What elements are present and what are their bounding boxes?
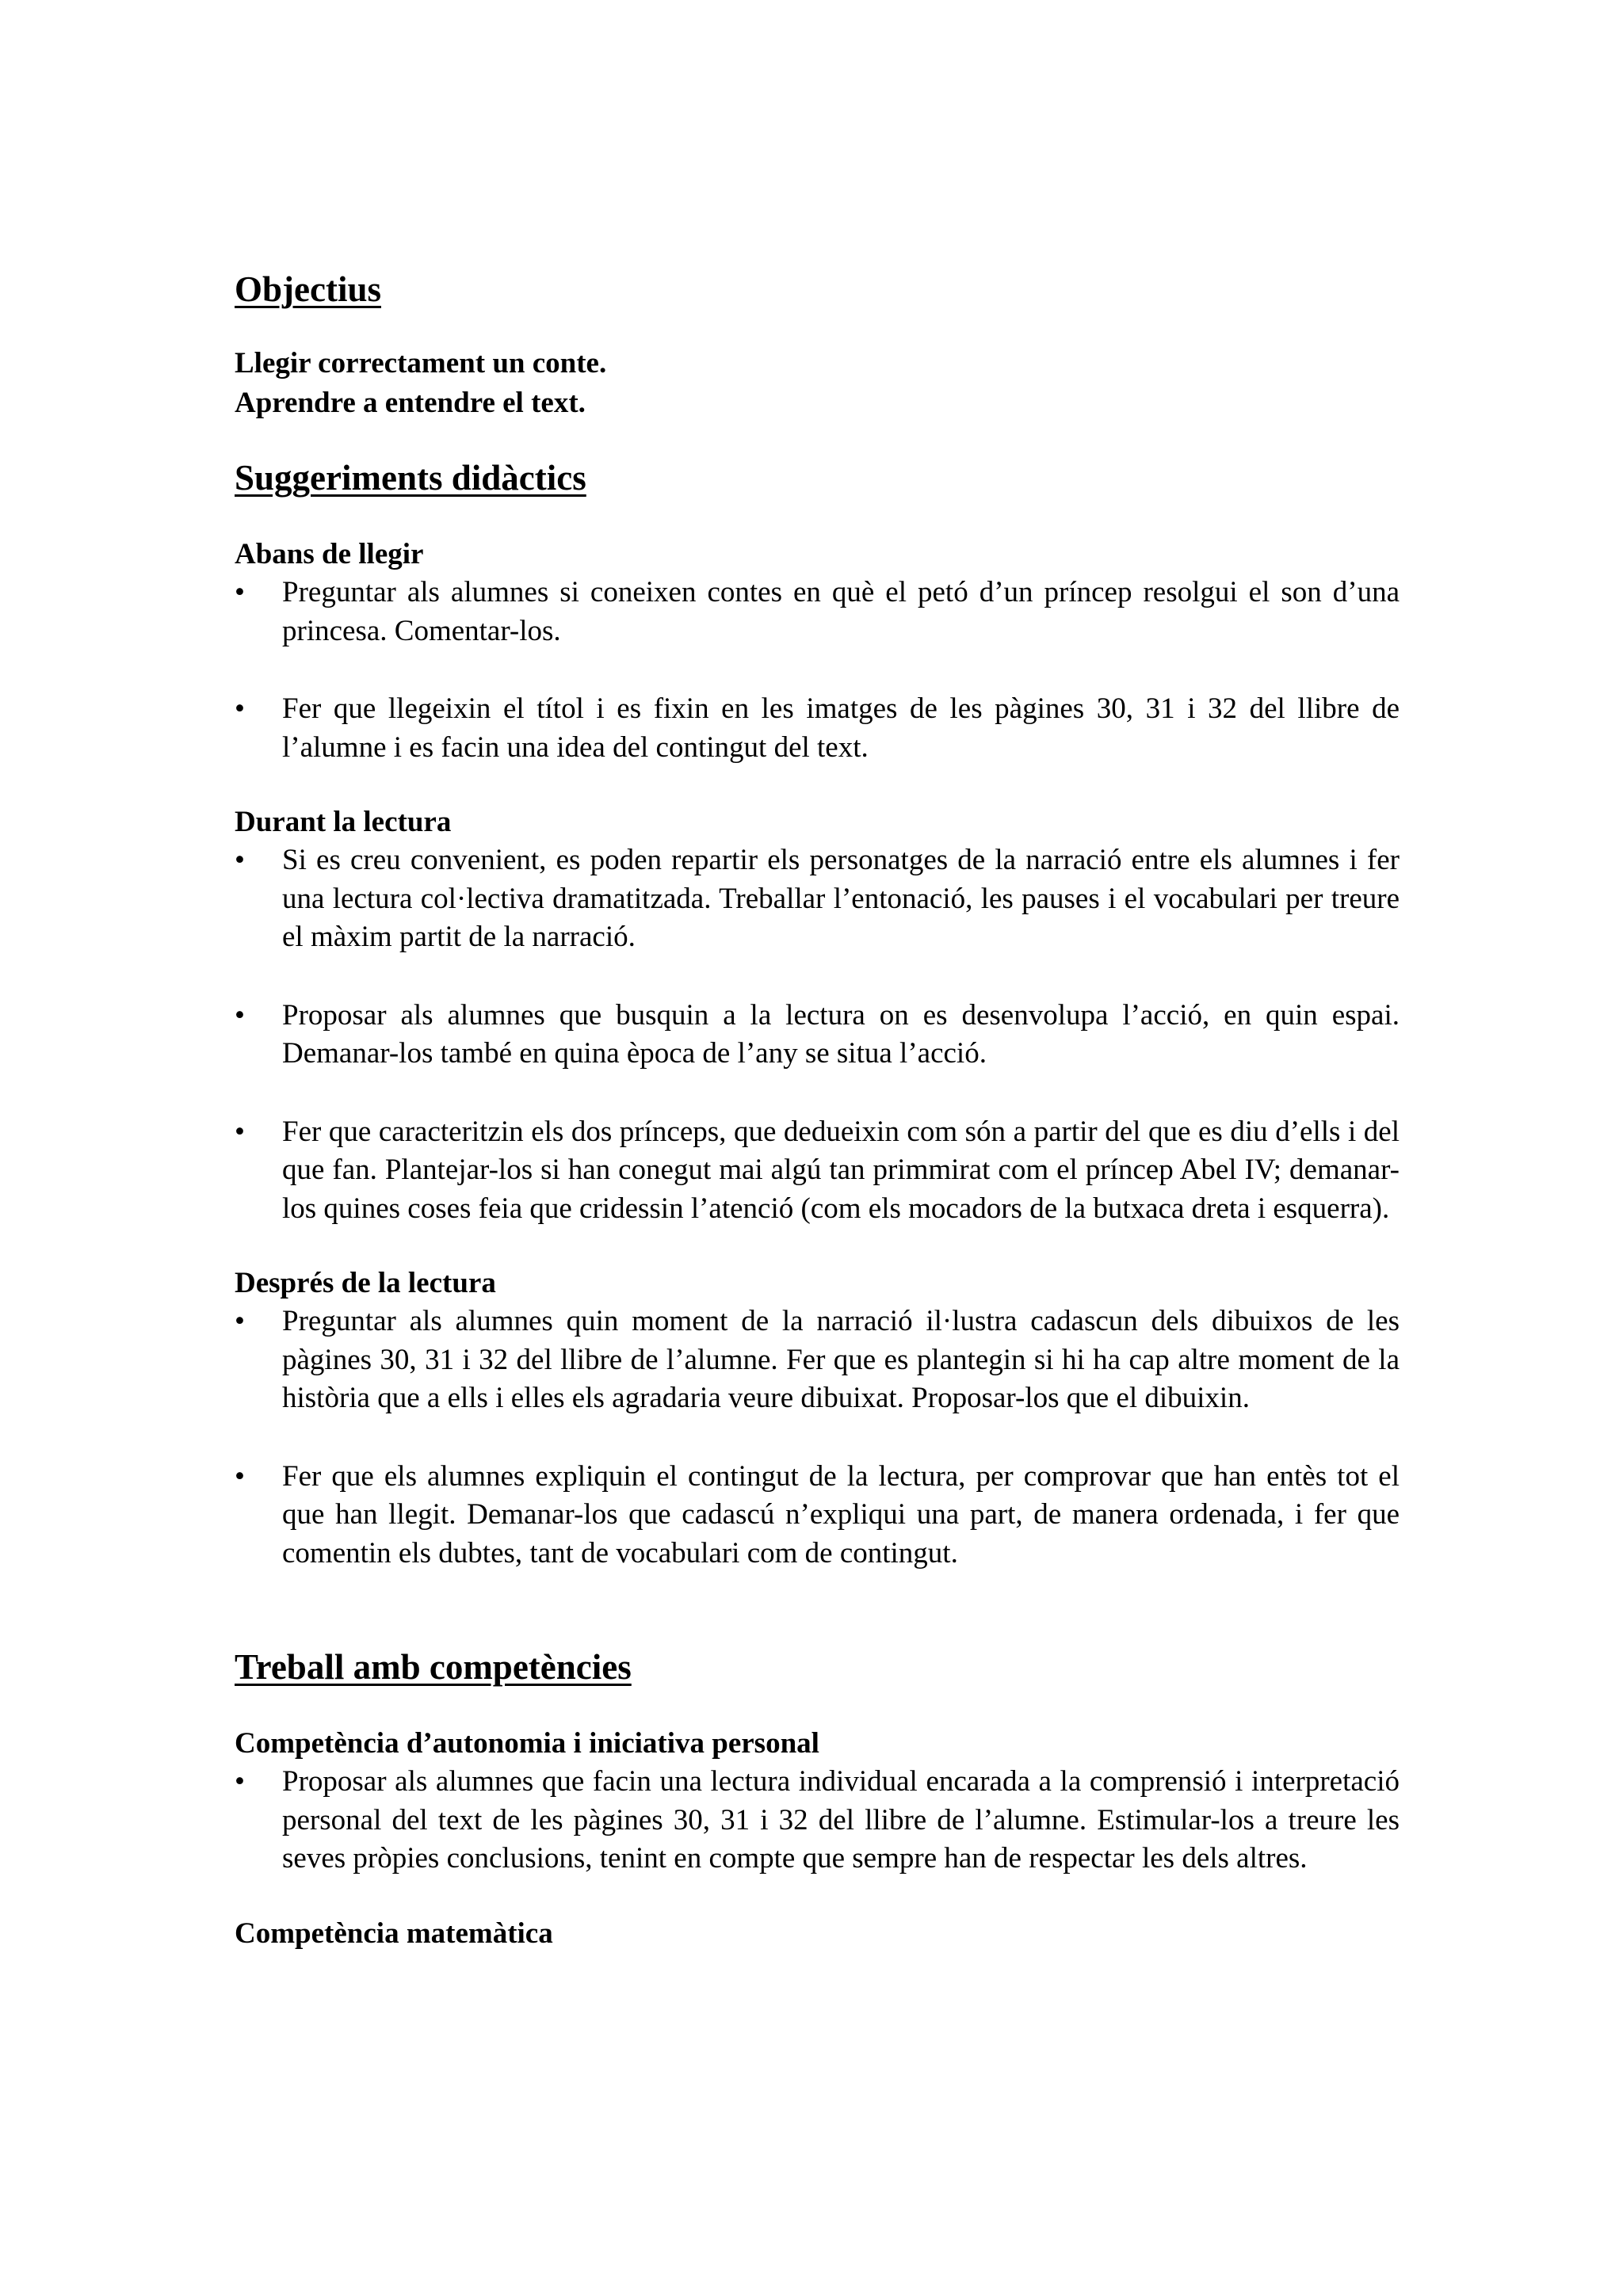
list-item-text: Fer que llegeixin el títol i es fixin en les imatges de les pàgines 30, 31 i 32 del llibre de l’alumne i es facin una idea del contingut del text. <box>282 692 1400 764</box>
list-item-text: Fer que els alumnes expliquin el contingut de la lectura, per comprovar que han entès tot el que han llegit. Demanar-los que cadascú n’expliqui una part, de manera ordenada, i fer que comentin els dubtes, tant de vocabulari com de contingut. <box>282 1459 1400 1569</box>
list-item <box>235 1458 1400 1573</box>
bullet-list-abans <box>235 574 1400 767</box>
list-item <box>235 690 1400 767</box>
bullet-icon: • <box>235 844 245 876</box>
section-title-treball: Treball amb competències <box>235 1647 632 1687</box>
list-item <box>235 997 1400 1074</box>
bullet-list-autonomia <box>235 1763 1400 1878</box>
bullet-icon: • <box>235 998 245 1032</box>
section-title-suggeriments: Suggeriments didàctics <box>235 458 586 498</box>
list-item <box>235 1113 1400 1229</box>
list-item-text: Proposar als alumnes que facin una lectura individual encarada a la comprensió i interpretació personal del text de les pàgines 30, 31 i 32 del llibre de l’alumne. Estimular-los a treure les seves pròpies conclusions, tenint en compte que sempre han de respectar les dels altres. <box>282 1765 1400 1875</box>
subheading-despres: Després de la lectura <box>235 1267 496 1299</box>
subheading-durant: Durant la lectura <box>235 806 452 838</box>
bullet-icon: • <box>235 1459 245 1493</box>
objective-item: Llegir correctament un conte. <box>235 347 607 379</box>
subheading-matematica: Competència matemàtica <box>235 1917 553 1950</box>
subheading-autonomia: Competència d’autonomia i iniciativa personal <box>235 1727 819 1760</box>
list-item <box>235 1302 1400 1418</box>
list-item <box>235 1763 1400 1878</box>
section-title-objectius: Objectius <box>235 269 381 309</box>
subheading-abans: Abans de llegir <box>235 538 424 570</box>
objective-item: Aprendre a entendre el text. <box>235 387 586 419</box>
list-item-text: Proposar als alumnes que busquin a la lectura on es desenvolupa l’acció, en quin espai. Demanar-los també en quina època de l’any se situa l’acció. <box>282 998 1400 1070</box>
list-item-text: Fer que caracteritzin els dos prínceps, que dedueixin com són a partir del que es diu d’ells i del que fan. Plantejar-los si han conegut mai algú tan primmirat com el príncep Abel IV; demanar-los quines coses feia que cridessin l’atenció (com els mocadors de la butxaca dreta i esquerra). <box>282 1115 1400 1225</box>
bullet-icon: • <box>235 1765 245 1798</box>
list-item <box>235 841 1400 957</box>
bullet-icon: • <box>235 1305 245 1337</box>
bullet-icon: • <box>235 576 245 608</box>
bullet-list-durant <box>235 841 1400 1228</box>
bullet-icon: • <box>235 692 245 725</box>
objectives-list <box>235 344 1400 423</box>
bullet-icon: • <box>235 1115 245 1148</box>
list-item-text: Preguntar als alumnes quin moment de la narració il·lustra cadascun dels dibuixos de les pàgines 30, 31 i 32 del llibre de l’alumne. Fer que es plantegin si hi ha cap altre moment de la història que a ells i elles els agradaria veure dibuixat. Proposar-los que el dibuixin. <box>282 1305 1400 1414</box>
list-item-text: Preguntar als alumnes si coneixen contes en què el petó d’un príncep resolgui el son d’una princesa. Comentar-los. <box>282 576 1400 647</box>
bullet-list-despres <box>235 1302 1400 1573</box>
list-item <box>235 574 1400 650</box>
list-item-text: Si es creu convenient, es poden repartir els personatges de la narració entre els alumnes i fer una lectura col·lectiva dramatitzada. Treballar l’entonació, les pauses i el vocabulari per treure el màxim partit de la narració. <box>282 844 1400 953</box>
document-page <box>235 268 1400 1953</box>
